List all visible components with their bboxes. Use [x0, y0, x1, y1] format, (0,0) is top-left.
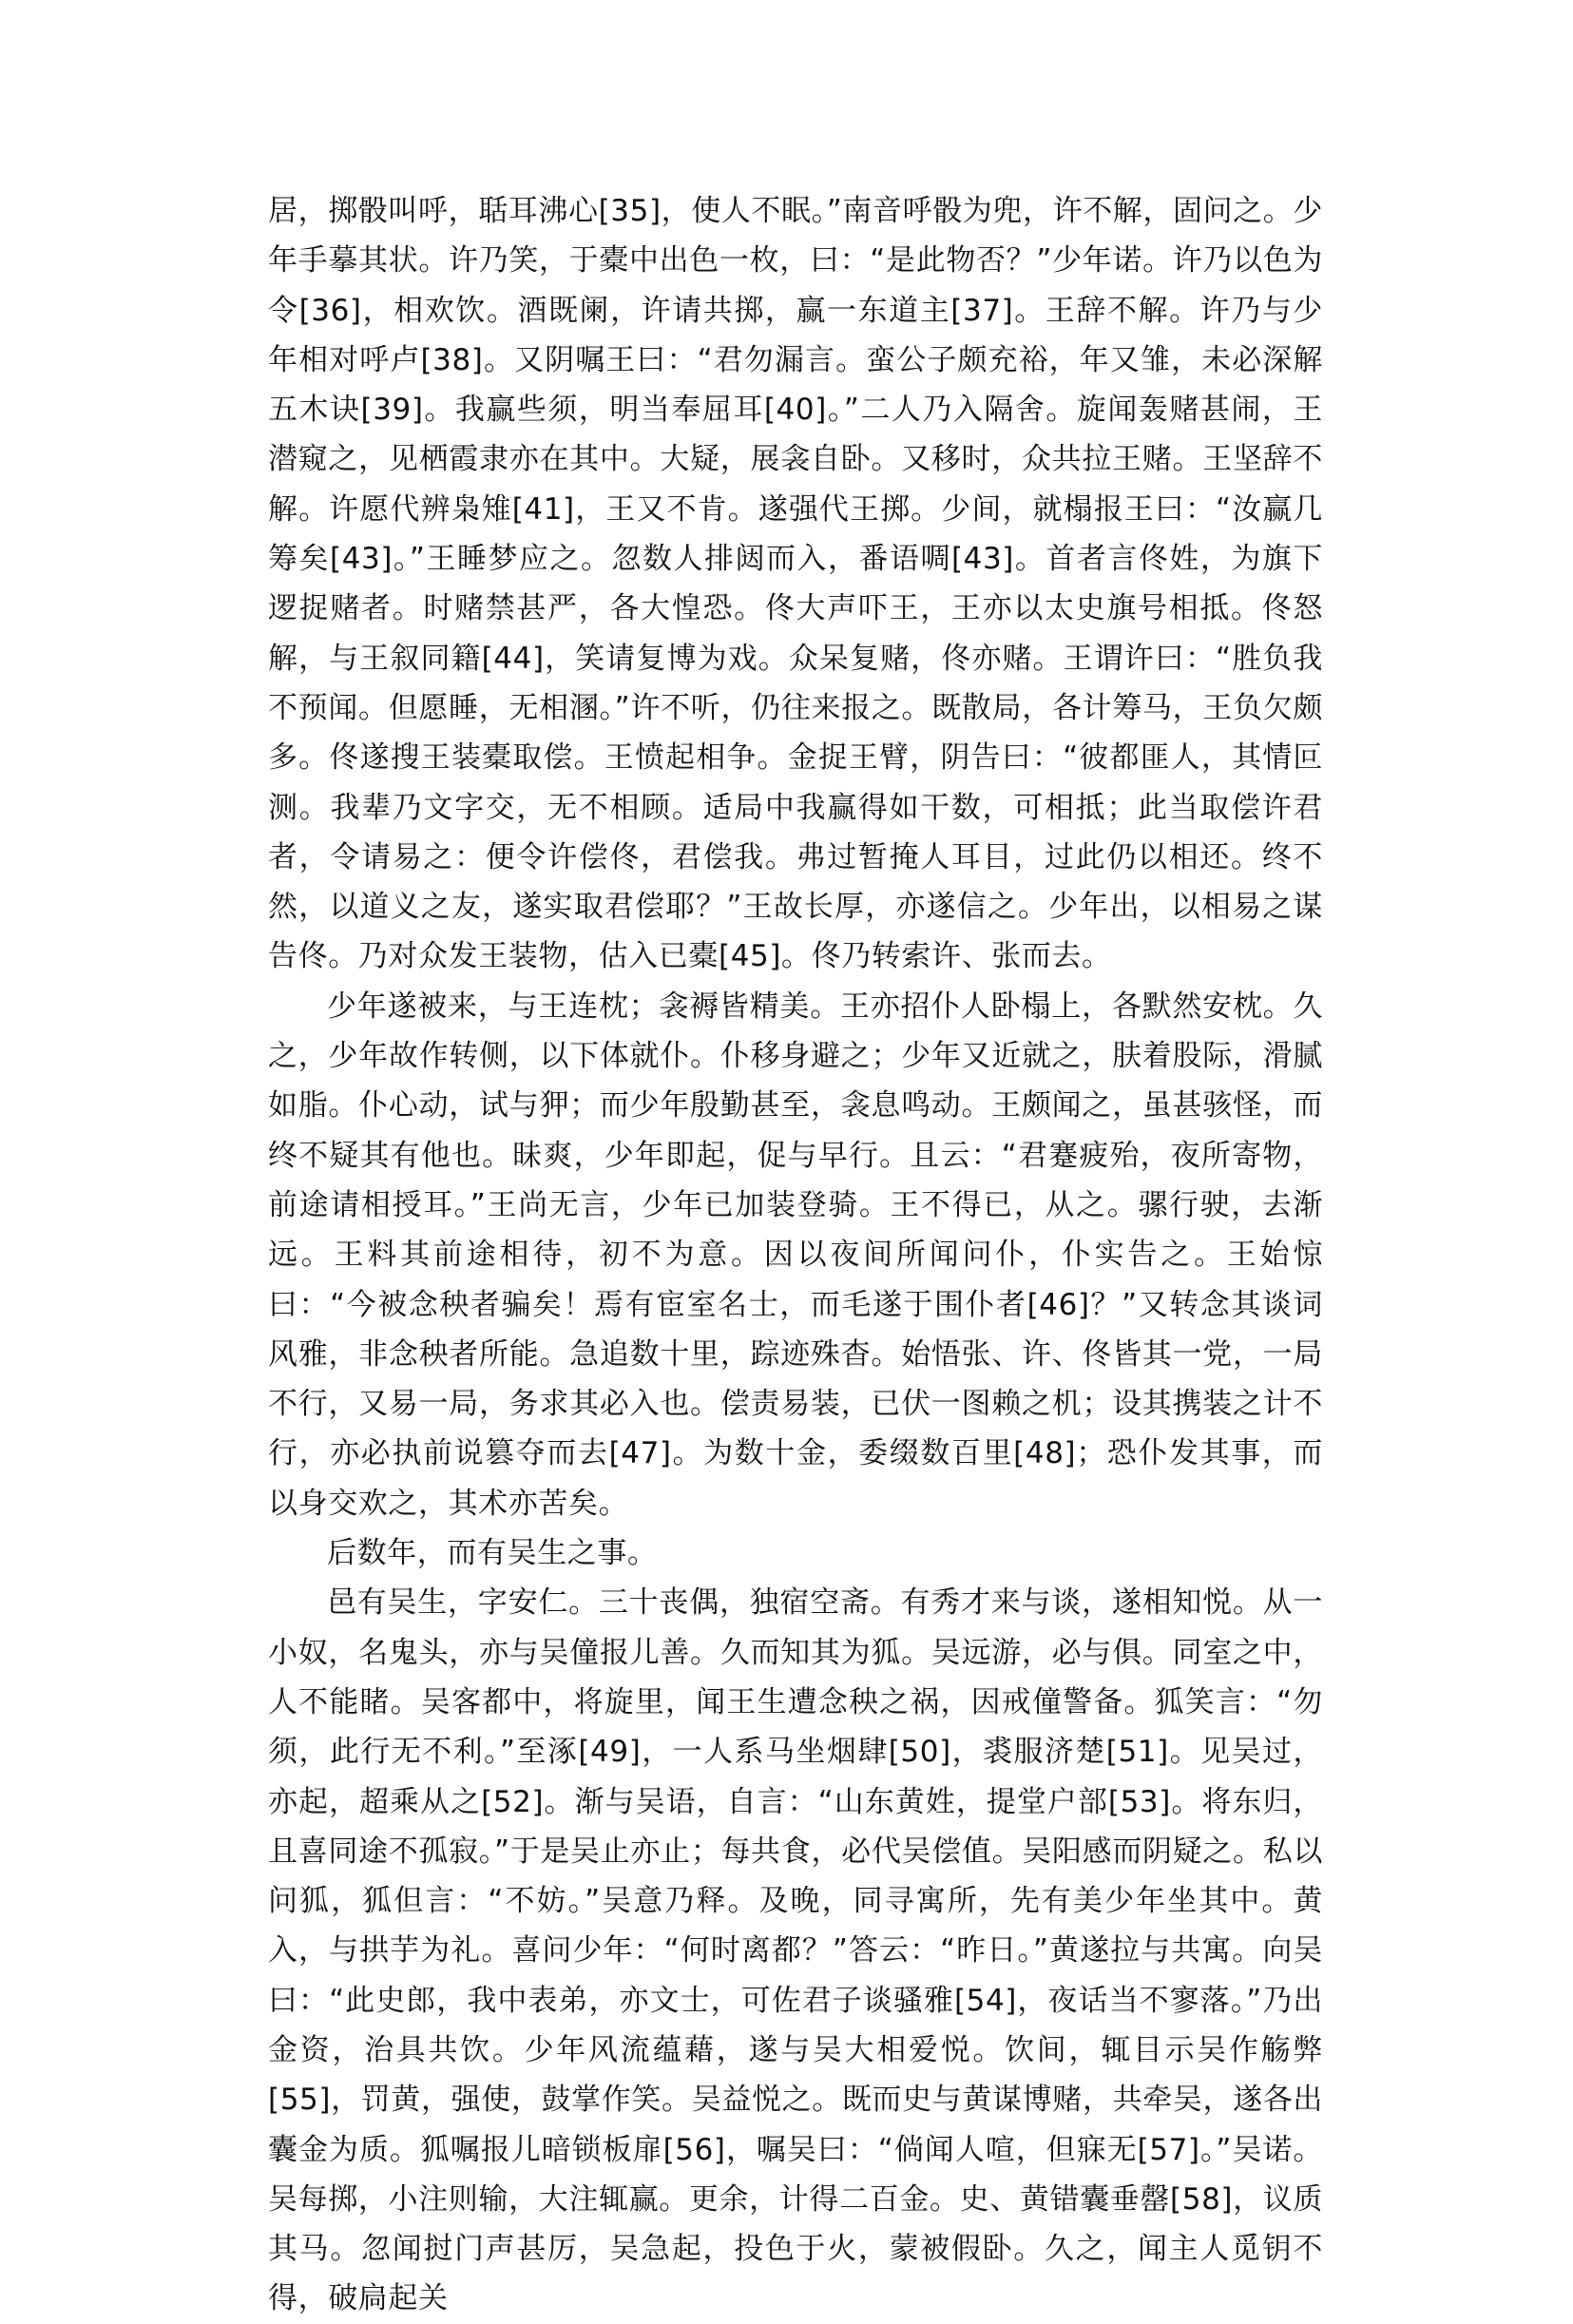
paragraph-2: 少年遂被来，与王连枕；衾褥皆精美。王亦招仆人卧榻上，各默然安枕。久之，少年故作转侧，以下体就仆。仆移身避之；少年又近就之，肤着股际，滑腻如脂。仆心动，试与狎；而少年殷勤甚至，衾息鸣动。王颇闻之，虽甚骇怪，而终不疑其有他也。昧爽，少年即起，促与早行。且云：“君蹇疲殆，夜所寄物，前途请相授耳。”王尚无言，少年已加装登骑。王不得已，从之。骡行驶，去渐远。王料其前途相待，初不为意。因以夜间所闻问仆，仆实告之。王始惊曰：“今被念秧者骗矣！焉有宦室名士，而毛遂于围仆者[46]？”又转念其谈词风雅，非念秧者所能。急追数十里，踪迹殊杳。始悟张、许、佟皆其一党，一局不行，又易一局，务求其必入也。偿责易装，已伏一图赖之机；设其携装之计不行，亦必执前说篡夺而去[47]。为数十金，委缀数百里[48]；恐仆发其事，而以身交欢之，其术亦苦矣。 — [268, 989, 1323, 1521]
paragraph-4: 邑有吴生，字安仁。三十丧偶，独宿空斋。有秀才来与谈，遂相知悦。从一小奴，名鬼头，亦与吴僮报儿善。久而知其为狐。吴远游，必与俱。同室之中，人不能睹。吴客都中，将旋里，闻王生遭念秧之祸，因戒僮警备。狐笑言：“勿须，此行无不利。”至涿[49]，一人系马坐烟肆[50]，裘服济楚[51]。见吴过，亦起，超乘从之[52]。渐与吴语，自言：“山东黄姓，提堂户部[53]。将东归，且喜同途不孤寂。”于是吴止亦止；每共食，必代吴偿值。吴阳感而阴疑之。私以问狐，狐但言：“不妨。”吴意乃释。及晚，同寻寓所，先有美少年坐其中。黄入，与拱芋为礼。喜问少年：“何时离都？”答云：“昨日。”黄遂拉与共寓。向吴曰：“此史郎，我中表弟，亦文士，可佐君子谈骚雅[54]，夜话当不寥落。”乃出金资，治具共饮。少年风流蕴藉，遂与吴大相爱悦。饮间，辄目示吴作觞弊[55]，罚黄，强使，鼓掌作笑。吴益悦之。既而史与黄谋博赌，共牵吴，遂各出囊金为质。狐嘱报儿暗锁板扉[56]，嘱吴曰：“倘闻人喧，但寐无[57]。”吴诺。吴每掷，小注则输，大注辄赢。更余，计得二百金。史、黄错囊垂罄[58]，议质其马。忽闻挝门声甚厉，吴急起，投色于火，蒙被假卧。久之，闻主人觅钥不得，破扃起关 — [268, 1585, 1323, 2316]
paragraph-1: 居，掷骰叫呼，聒耳沸心[35]，使人不眠。”南音呼骰为兜，许不解，固问之。少年手摹其状。许乃笑，于橐中出色一枚，曰：“是此物否？”少年诺。许乃以色为令[36]，相欢饮。酒既阑，许请共掷，赢一东道主[37]。王辞不解。许乃与少年相对呼卢[38]。又阴嘱王曰：“君勿漏言。蛮公子颇充裕，年又雏，未必深解五木诀[39]。我赢些须，明当奉屈耳[40]。”二人乃入隔舍。旋闻轰赌甚闹，王潜窥之，见栖霞隶亦在其中。大疑，展衾自卧。又移时，众共拉王赌。王坚辞不解。许愿代辨枭雉[41]，王又不肯。遂强代王掷。少间，就榻报王曰：“汝赢几筹矣[43]。”王睡梦应之。忽数人排闼而入，番语啁[43]。首者言佟姓，为旗下逻捉赌者。时赌禁甚严，各大惶恐。佟大声吓王，王亦以太史旗号相抵。佟怒解，与王叙同籍[44]，笑请复博为戏。众呆复赌，佟亦赌。王谓许曰：“胜负我不预闻。但愿睡，无相溷。”许不听，仍往来报之。既散局，各计筹马，王负欠颇多。佟遂搜王装橐取偿。王愤起相争。金捉王臂，阴告曰：“彼都匪人，其情叵测。我辈乃文字交，无不相顾。适局中我赢得如干数，可相抵；此当取偿许君者，令请易之：便令许偿佟，君偿我。弗过暂掩人耳目，过此仍以相还。终不然，以道义之友，遂实取君偿耶？”王故长厚，亦遂信之。少年出，以相易之谋告佟。乃对众发王装物，估入已橐[45]。佟乃转索许、张而去。 — [268, 194, 1323, 974]
paragraph-3: 后数年，而有吴生之事。 — [327, 1536, 658, 1571]
body-text — [268, 186, 1323, 2324]
